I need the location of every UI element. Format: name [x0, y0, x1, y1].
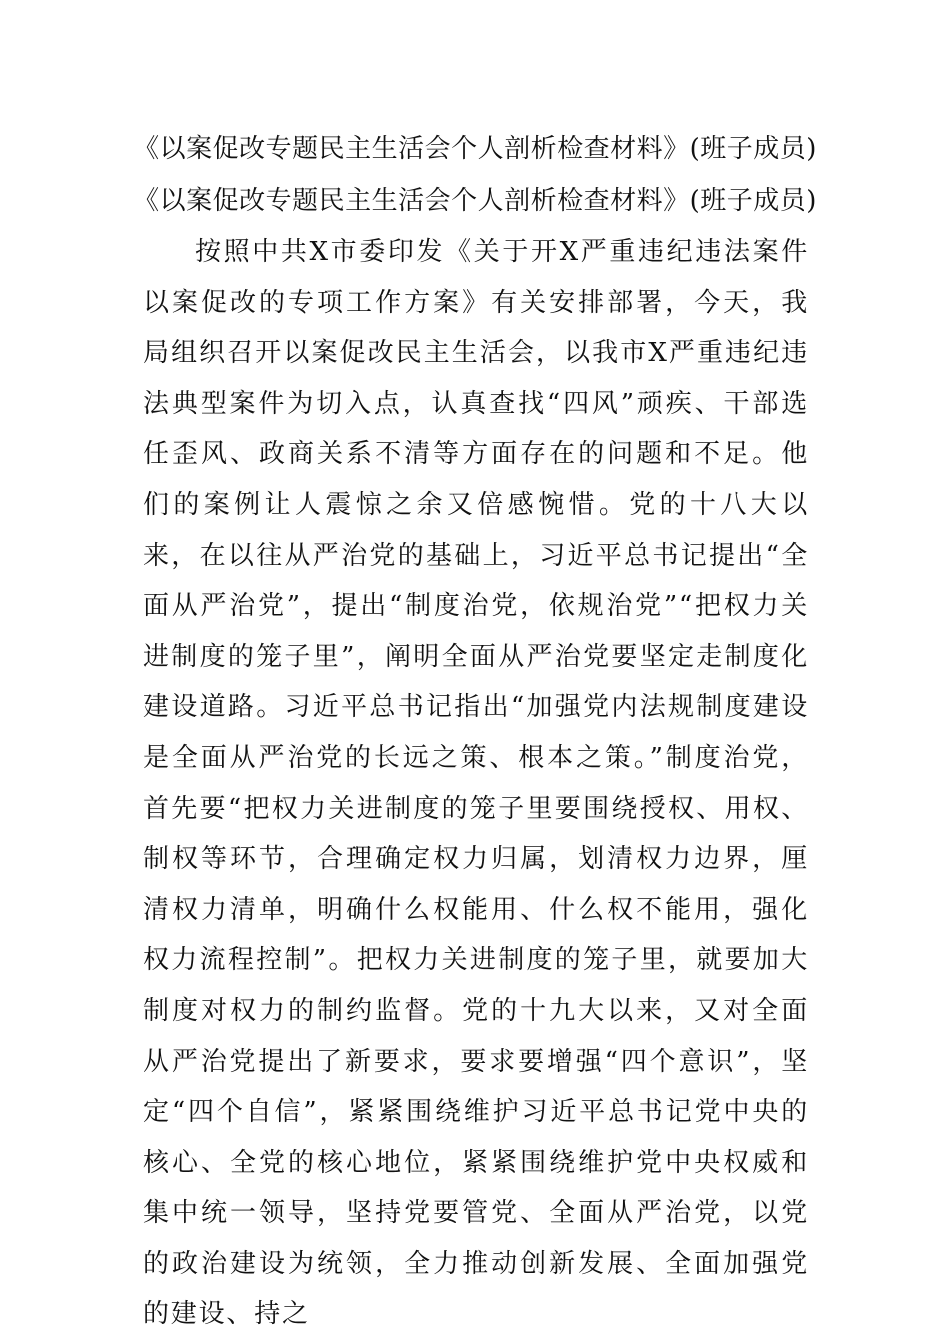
document-title: 《以案促改专题民主生活会个人剖析检查材料》(班子成员) [133, 134, 817, 164]
document-title-repeat: 《以案促改专题民主生活会个人剖析检查材料》(班子成员) [133, 186, 817, 216]
body-paragraph: 按照中共X市委印发《关于开X严重违纪违法案件以案促改的专项工作方案》有关安排部署，今天，我局组织召开以案促改民主生活会，以我市X严重违纪违法典型案件为切入点，认真查找“四风”顽疾、干部选任歪风、政商关系不清等方面存在的问题和不足。他们的案例让人震惊之余又倍感惋惜。党的十八大以来，在以往从严治党的基础上，习近平总书记提出“全面从严治党”，提出“制度治党，依规治党”“把权力关进制度的笼子里”，阐明全面从严治党要坚定走制度化建设道路。习近平总书记指出“加强党内法规制度建设是全面从严治党的长远之策、根本之策。”制度治党，首先要“把权力关进制度的笼子里要围绕授权、用权、制权等环节，合理确定权力归属，划清权力边界，厘清权力清单，明确什么权能用、什么权不能用，强化权力流程控制”。把权力关进制度的笼子里，就要加大制度对权力的制约监督。党的十九大以来，又对全面从严治党提出了新要求，要求要增强“四个意识”，坚定“四个自信”，紧紧围绕维护习近平总书记党中央的核心、全党的核心地位，紧紧围绕维护党中央权威和集中统一领导，坚持党要管党、全面从严治党，以党的政治建设为统领，全力推动创新发展、全面加强党的建设、持之 [143, 237, 809, 1330]
